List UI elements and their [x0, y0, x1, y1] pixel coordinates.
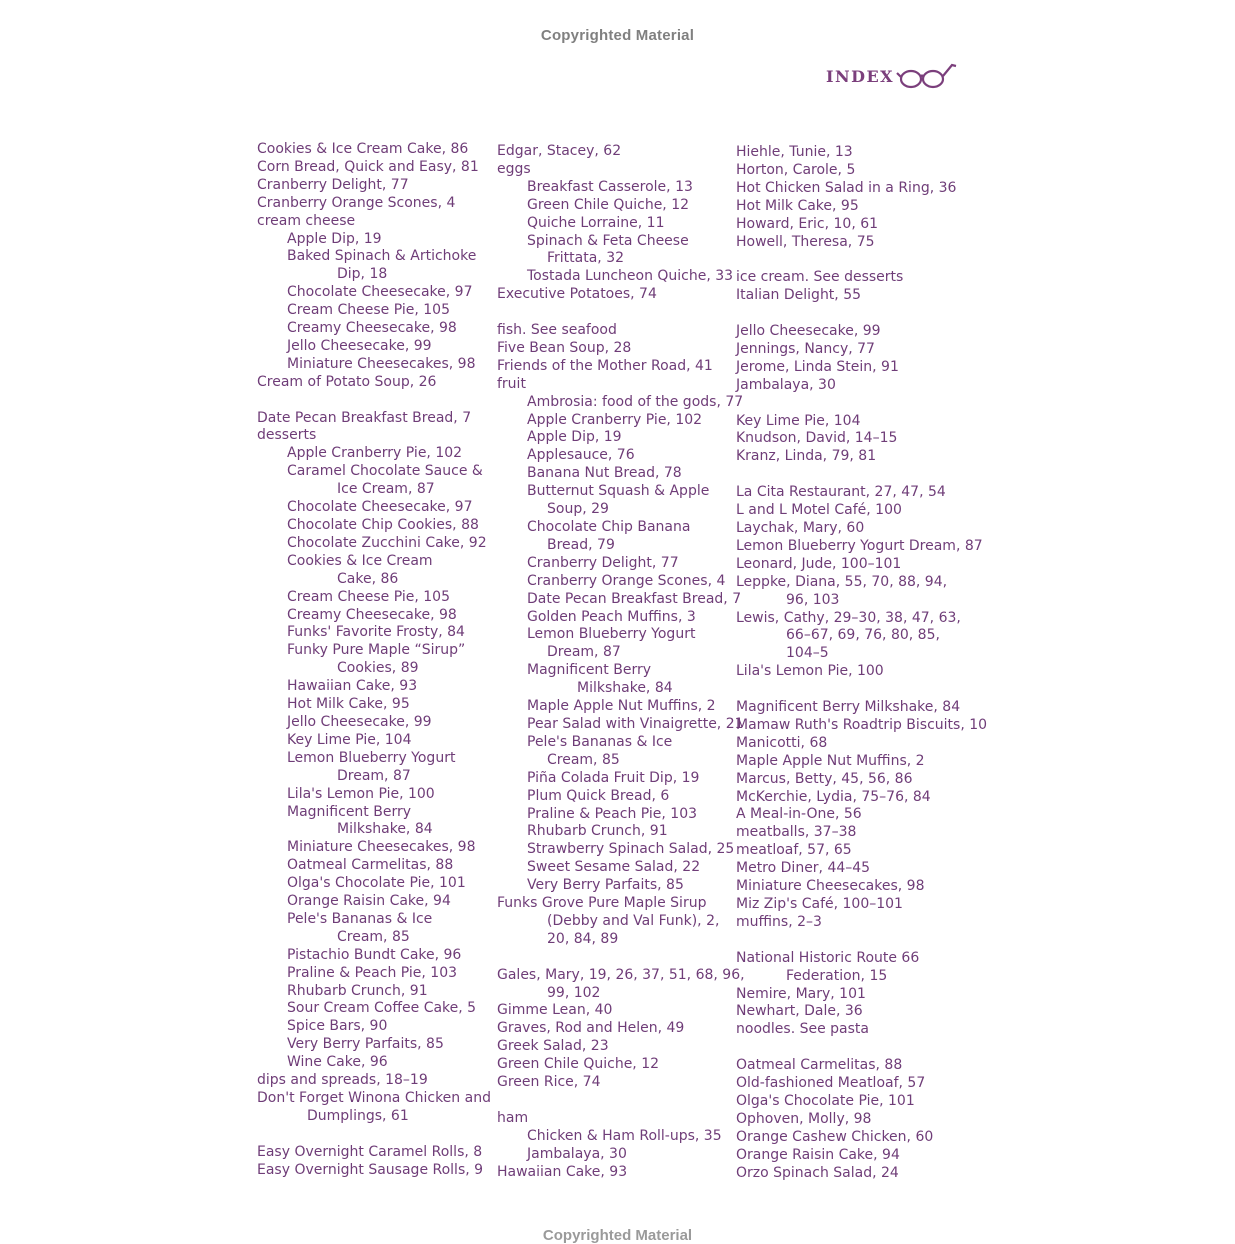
- index-subentry: Lila's Lemon Pie, 100: [287, 785, 435, 802]
- index-entry: Executive Potatoes, 74: [497, 286, 657, 303]
- index-entry: ice cream. See desserts: [736, 269, 904, 286]
- index-subentry: Maple Apple Nut Muffins, 2: [527, 698, 716, 715]
- index-subentry: Apple Dip, 19: [527, 429, 622, 446]
- index-subentry: Chocolate Cheesecake, 97: [287, 284, 473, 301]
- index-entry: Don't Forget Winona Chicken and: [257, 1090, 491, 1107]
- index-entry: Orange Cashew Chicken, 60: [736, 1128, 934, 1145]
- index-subentry: Dream, 87: [337, 767, 411, 784]
- index-entry: Howell, Theresa, 75: [736, 233, 875, 250]
- index-entry: Ophoven, Molly, 98: [736, 1110, 872, 1127]
- index-subentry: Magnificent Berry: [287, 803, 412, 820]
- index-entry: Easy Overnight Caramel Rolls, 8: [257, 1143, 483, 1160]
- index-subentry: Pele's Bananas & Ice: [287, 910, 433, 927]
- index-subentry: Very Berry Parfaits, 85: [287, 1036, 444, 1053]
- index-entry: Italian Delight, 55: [736, 287, 862, 304]
- index-subentry: Baked Spinach & Artichoke: [287, 248, 477, 265]
- index-subentry: Applesauce, 76: [527, 447, 635, 464]
- index-subentry: Tostada Luncheon Quiche, 33: [527, 268, 734, 285]
- index-subentry: Magnificent Berry: [527, 662, 652, 679]
- index-subentry: Cake, 86: [337, 570, 399, 587]
- index-subentry: Milkshake, 84: [337, 821, 433, 838]
- index-entry: Newhart, Dale, 36: [736, 1003, 863, 1020]
- index-entry: Jello Cheesecake, 99: [736, 323, 881, 340]
- index-subentry: 99, 102: [547, 984, 601, 1001]
- index-subentry: Oatmeal Carmelitas, 88: [287, 857, 454, 874]
- index-entry: Hiehle, Tunie, 13: [736, 144, 853, 160]
- index-entry: Orange Raisin Cake, 94: [736, 1146, 900, 1163]
- index-spacer: [497, 949, 725, 967]
- index-spacer: [736, 395, 964, 413]
- index-spacer: [736, 305, 964, 323]
- index-subentry: Apple Dip, 19: [287, 230, 382, 247]
- index-entry: Marcus, Betty, 45, 56, 86: [736, 770, 913, 787]
- index-spacer: [736, 681, 964, 699]
- index-entry: meatballs, 37–38: [736, 824, 857, 841]
- index-entry: McKerchie, Lydia, 75–76, 84: [736, 788, 931, 805]
- index-subentry: 104–5: [786, 645, 829, 662]
- index-entry: National Historic Route 66: [736, 949, 920, 966]
- index-entry: L and L Motel Café, 100: [736, 502, 902, 519]
- index-subentry: Hot Milk Cake, 95: [287, 696, 410, 713]
- index-column-3: [736, 144, 988, 1182]
- index-subentry: Jello Cheesecake, 99: [287, 337, 432, 354]
- index-subentry: Creamy Cheesecake, 98: [287, 320, 457, 337]
- index-subentry: Cookies, 89: [337, 660, 419, 677]
- index-subentry: Rhubarb Crunch, 91: [527, 823, 668, 840]
- index-subentry: Spinach & Feta Cheese: [527, 232, 689, 249]
- index-entry: Olga's Chocolate Pie, 101: [736, 1092, 915, 1109]
- index-subentry: Pele's Bananas & Ice: [527, 733, 673, 750]
- index-entry: Miz Zip's Café, 100–101: [736, 895, 903, 912]
- copyright-watermark-bottom: Copyrighted Material: [542, 1227, 693, 1244]
- index-spacer: [497, 1092, 725, 1110]
- index-subentry: Soup, 29: [547, 501, 609, 518]
- index-entry: Kranz, Linda, 79, 81: [736, 448, 877, 465]
- index-subentry: Cranberry Delight, 77: [527, 554, 679, 571]
- index-spacer: [257, 1126, 485, 1144]
- index-subentry: Caramel Chocolate Sauce &: [287, 463, 483, 480]
- index-subentry: Frittata, 32: [547, 250, 625, 267]
- index-spacer: [736, 1039, 964, 1057]
- eyeglasses-icon: [896, 59, 958, 93]
- index-subentry: Breakfast Casserole, 13: [527, 178, 693, 195]
- index-entry: Cranberry Orange Scones, 4: [257, 194, 456, 211]
- index-subentry: 20, 84, 89: [547, 930, 619, 947]
- index-subentry: Green Chile Quiche, 12: [527, 196, 690, 213]
- index-entry: Lemon Blueberry Yogurt Dream, 87: [736, 537, 983, 554]
- index-entry: Easy Overnight Sausage Rolls, 9: [257, 1161, 484, 1178]
- index-subentry: Piña Colada Fruit Dip, 19: [527, 769, 700, 786]
- index-entry: Metro Diner, 44–45: [736, 860, 871, 877]
- index-entry: Old-fashioned Meatloaf, 57: [736, 1075, 926, 1092]
- index-subentry: Chicken & Ham Roll-ups, 35: [527, 1127, 722, 1144]
- index-subentry: Key Lime Pie, 104: [287, 731, 412, 748]
- index-entry: Oatmeal Carmelitas, 88: [736, 1057, 903, 1074]
- index-subentry: Miniature Cheesecakes, 98: [287, 355, 476, 372]
- index-subentry: Praline & Peach Pie, 103: [527, 805, 698, 822]
- index-entry: Lewis, Cathy, 29–30, 38, 47, 63,: [736, 609, 961, 626]
- index-entry: Hawaiian Cake, 93: [497, 1163, 628, 1180]
- index-entry: Howard, Eric, 10, 61: [736, 215, 879, 232]
- page-header: [826, 58, 958, 94]
- index-subentry: Cookies & Ice Cream: [287, 552, 433, 569]
- index-entry: Cranberry Delight, 77: [257, 176, 409, 193]
- index-entry: Edgar, Stacey, 62: [497, 143, 622, 159]
- index-entry: Graves, Rod and Helen, 49: [497, 1020, 685, 1037]
- index-entry: Leonard, Jude, 100–101: [736, 555, 902, 572]
- index-subentry: Rhubarb Crunch, 91: [287, 982, 428, 999]
- index-entry: desserts: [257, 427, 317, 444]
- index-subentry: Apple Cranberry Pie, 102: [287, 445, 463, 462]
- index-entry: fruit: [497, 375, 526, 392]
- index-entry: Gimme Lean, 40: [497, 1002, 613, 1019]
- index-subentry: Chocolate Cheesecake, 97: [287, 499, 473, 516]
- index-entry: Maple Apple Nut Muffins, 2: [736, 752, 925, 769]
- index-entry: Magnificent Berry Milkshake, 84: [736, 699, 961, 716]
- index-subentry: Cream, 85: [337, 928, 410, 945]
- index-subentry: Dip, 18: [337, 266, 388, 283]
- index-column-1: [257, 141, 491, 1180]
- index-entry: Miniature Cheesecakes, 98: [736, 878, 925, 895]
- index-subentry: Milkshake, 84: [577, 680, 673, 697]
- index-entry: Mamaw Ruth's Roadtrip Biscuits, 10: [736, 716, 988, 733]
- index-subentry: Chocolate Chip Cookies, 88: [287, 517, 479, 534]
- index-entry: Hot Chicken Salad in a Ring, 36: [736, 179, 957, 196]
- index-subentry: Hawaiian Cake, 93: [287, 678, 418, 695]
- index-subentry: Cream, 85: [547, 751, 620, 768]
- page-title: INDEX: [826, 66, 895, 86]
- index-subentry: Golden Peach Muffins, 3: [527, 608, 696, 625]
- index-entry: ham: [497, 1109, 529, 1126]
- index-subentry: Cream Cheese Pie, 105: [287, 302, 450, 319]
- index-subentry: Dumplings, 61: [307, 1107, 409, 1124]
- index-subentry: Bread, 79: [547, 536, 615, 553]
- index-entry: Manicotti, 68: [736, 734, 828, 751]
- index-spacer: [257, 392, 485, 410]
- index-entry: eggs: [497, 160, 531, 177]
- index-subentry: Banana Nut Bread, 78: [527, 465, 682, 482]
- index-subentry: Olga's Chocolate Pie, 101: [287, 875, 466, 892]
- index-subentry: (Debby and Val Funk), 2,: [547, 912, 720, 929]
- index-subentry: 66–67, 69, 76, 80, 85,: [786, 627, 940, 644]
- index-entry: Key Lime Pie, 104: [736, 412, 861, 429]
- index-subentry: Apple Cranberry Pie, 102: [527, 411, 703, 428]
- index-entry: meatloaf, 57, 65: [736, 842, 852, 859]
- index-entry: Funks Grove Pure Maple Sirup: [497, 895, 707, 912]
- index-spacer: [736, 932, 964, 950]
- index-entry: La Cita Restaurant, 27, 47, 54: [736, 484, 946, 501]
- index-entry: A Meal-in-One, 56: [736, 806, 862, 823]
- index-subentry: Very Berry Parfaits, 85: [527, 877, 684, 894]
- index-subentry: Federation, 15: [786, 967, 888, 984]
- index-spacer: [736, 251, 964, 269]
- index-subentry: Jello Cheesecake, 99: [287, 713, 432, 730]
- index-subentry: Miniature Cheesecakes, 98: [287, 839, 476, 856]
- index-subentry: Cream Cheese Pie, 105: [287, 588, 450, 605]
- index-spacer: [497, 304, 725, 322]
- index-subentry: Strawberry Spinach Salad, 25: [527, 841, 735, 858]
- index-subentry: Funks' Favorite Frosty, 84: [287, 624, 465, 641]
- index-subentry: Quiche Lorraine, 11: [527, 214, 665, 231]
- index-entry: Laychak, Mary, 60: [736, 519, 865, 536]
- index-subentry: Plum Quick Bread, 6: [527, 787, 670, 804]
- index-subentry: Orange Raisin Cake, 94: [287, 893, 451, 910]
- index-subentry: 96, 103: [786, 591, 840, 608]
- index-subentry: Cranberry Orange Scones, 4: [527, 572, 726, 589]
- index-entry: Gales, Mary, 19, 26, 37, 51, 68, 96,: [497, 966, 745, 983]
- index-subentry: Wine Cake, 96: [287, 1054, 388, 1071]
- index-subentry: Pistachio Bundt Cake, 96: [287, 946, 462, 963]
- index-entry: Hot Milk Cake, 95: [736, 197, 859, 214]
- index-subentry: Chocolate Chip Banana: [527, 519, 691, 536]
- index-entry: Cream of Potato Soup, 26: [257, 373, 437, 390]
- index-entry: noodles. See pasta: [736, 1021, 869, 1038]
- index-entry: cream cheese: [257, 212, 356, 229]
- index-entry: Nemire, Mary, 101: [736, 985, 866, 1002]
- index-subentry: Lemon Blueberry Yogurt: [527, 626, 696, 643]
- index-entry: Five Bean Soup, 28: [497, 339, 632, 356]
- index-entry: Green Rice, 74: [497, 1074, 601, 1091]
- index-subentry: Butternut Squash & Apple: [527, 483, 710, 500]
- index-subentry: Pear Salad with Vinaigrette, 21: [527, 715, 744, 732]
- index-entry: Jennings, Nancy, 77: [736, 340, 875, 357]
- index-entry: fish. See seafood: [497, 322, 617, 339]
- index-entry: Jambalaya, 30: [736, 376, 836, 393]
- index-entry: Cookies & Ice Cream Cake, 86: [257, 141, 469, 157]
- index-entry: Lila's Lemon Pie, 100: [736, 663, 884, 680]
- index-subentry: Date Pecan Breakfast Bread, 7: [527, 590, 742, 607]
- index-subentry: Jambalaya, 30: [527, 1145, 627, 1162]
- index-spacer: [736, 466, 964, 484]
- index-entry: Greek Salad, 23: [497, 1038, 609, 1055]
- index-subentry: Spice Bars, 90: [287, 1018, 388, 1035]
- index-subentry: Chocolate Zucchini Cake, 92: [287, 534, 487, 551]
- index-entry: dips and spreads, 18–19: [257, 1072, 428, 1089]
- index-subentry: Sweet Sesame Salad, 22: [527, 859, 701, 876]
- index-subentry: Dream, 87: [547, 644, 621, 661]
- index-entry: muffins, 2–3: [736, 913, 822, 930]
- index-subentry: Praline & Peach Pie, 103: [287, 964, 458, 981]
- index-entry: Horton, Carole, 5: [736, 161, 856, 178]
- index-entry: Jerome, Linda Stein, 91: [736, 358, 899, 375]
- copyright-watermark-top: Copyrighted Material: [540, 27, 695, 44]
- index-entry: Corn Bread, Quick and Easy, 81: [257, 158, 479, 175]
- index-subentry: Ambrosia: food of the gods, 77: [527, 393, 744, 410]
- index-subentry: Creamy Cheesecake, 98: [287, 606, 457, 623]
- index-subentry: Sour Cream Coffee Cake, 5: [287, 1000, 477, 1017]
- index-entry: Leppke, Diana, 55, 70, 88, 94,: [736, 573, 948, 590]
- index-column-2: [497, 143, 745, 1182]
- index-entry: Green Chile Quiche, 12: [497, 1056, 660, 1073]
- index-subentry: Funky Pure Maple “Sirup”: [287, 642, 466, 659]
- index-entry: Date Pecan Breakfast Bread, 7: [257, 409, 472, 426]
- index-subentry: Lemon Blueberry Yogurt: [287, 749, 456, 766]
- index-entry: Knudson, David, 14–15: [736, 430, 898, 447]
- index-entry: Friends of the Mother Road, 41: [497, 357, 713, 374]
- index-entry: Orzo Spinach Salad, 24: [736, 1164, 899, 1181]
- index-subentry: Ice Cream, 87: [337, 481, 435, 498]
